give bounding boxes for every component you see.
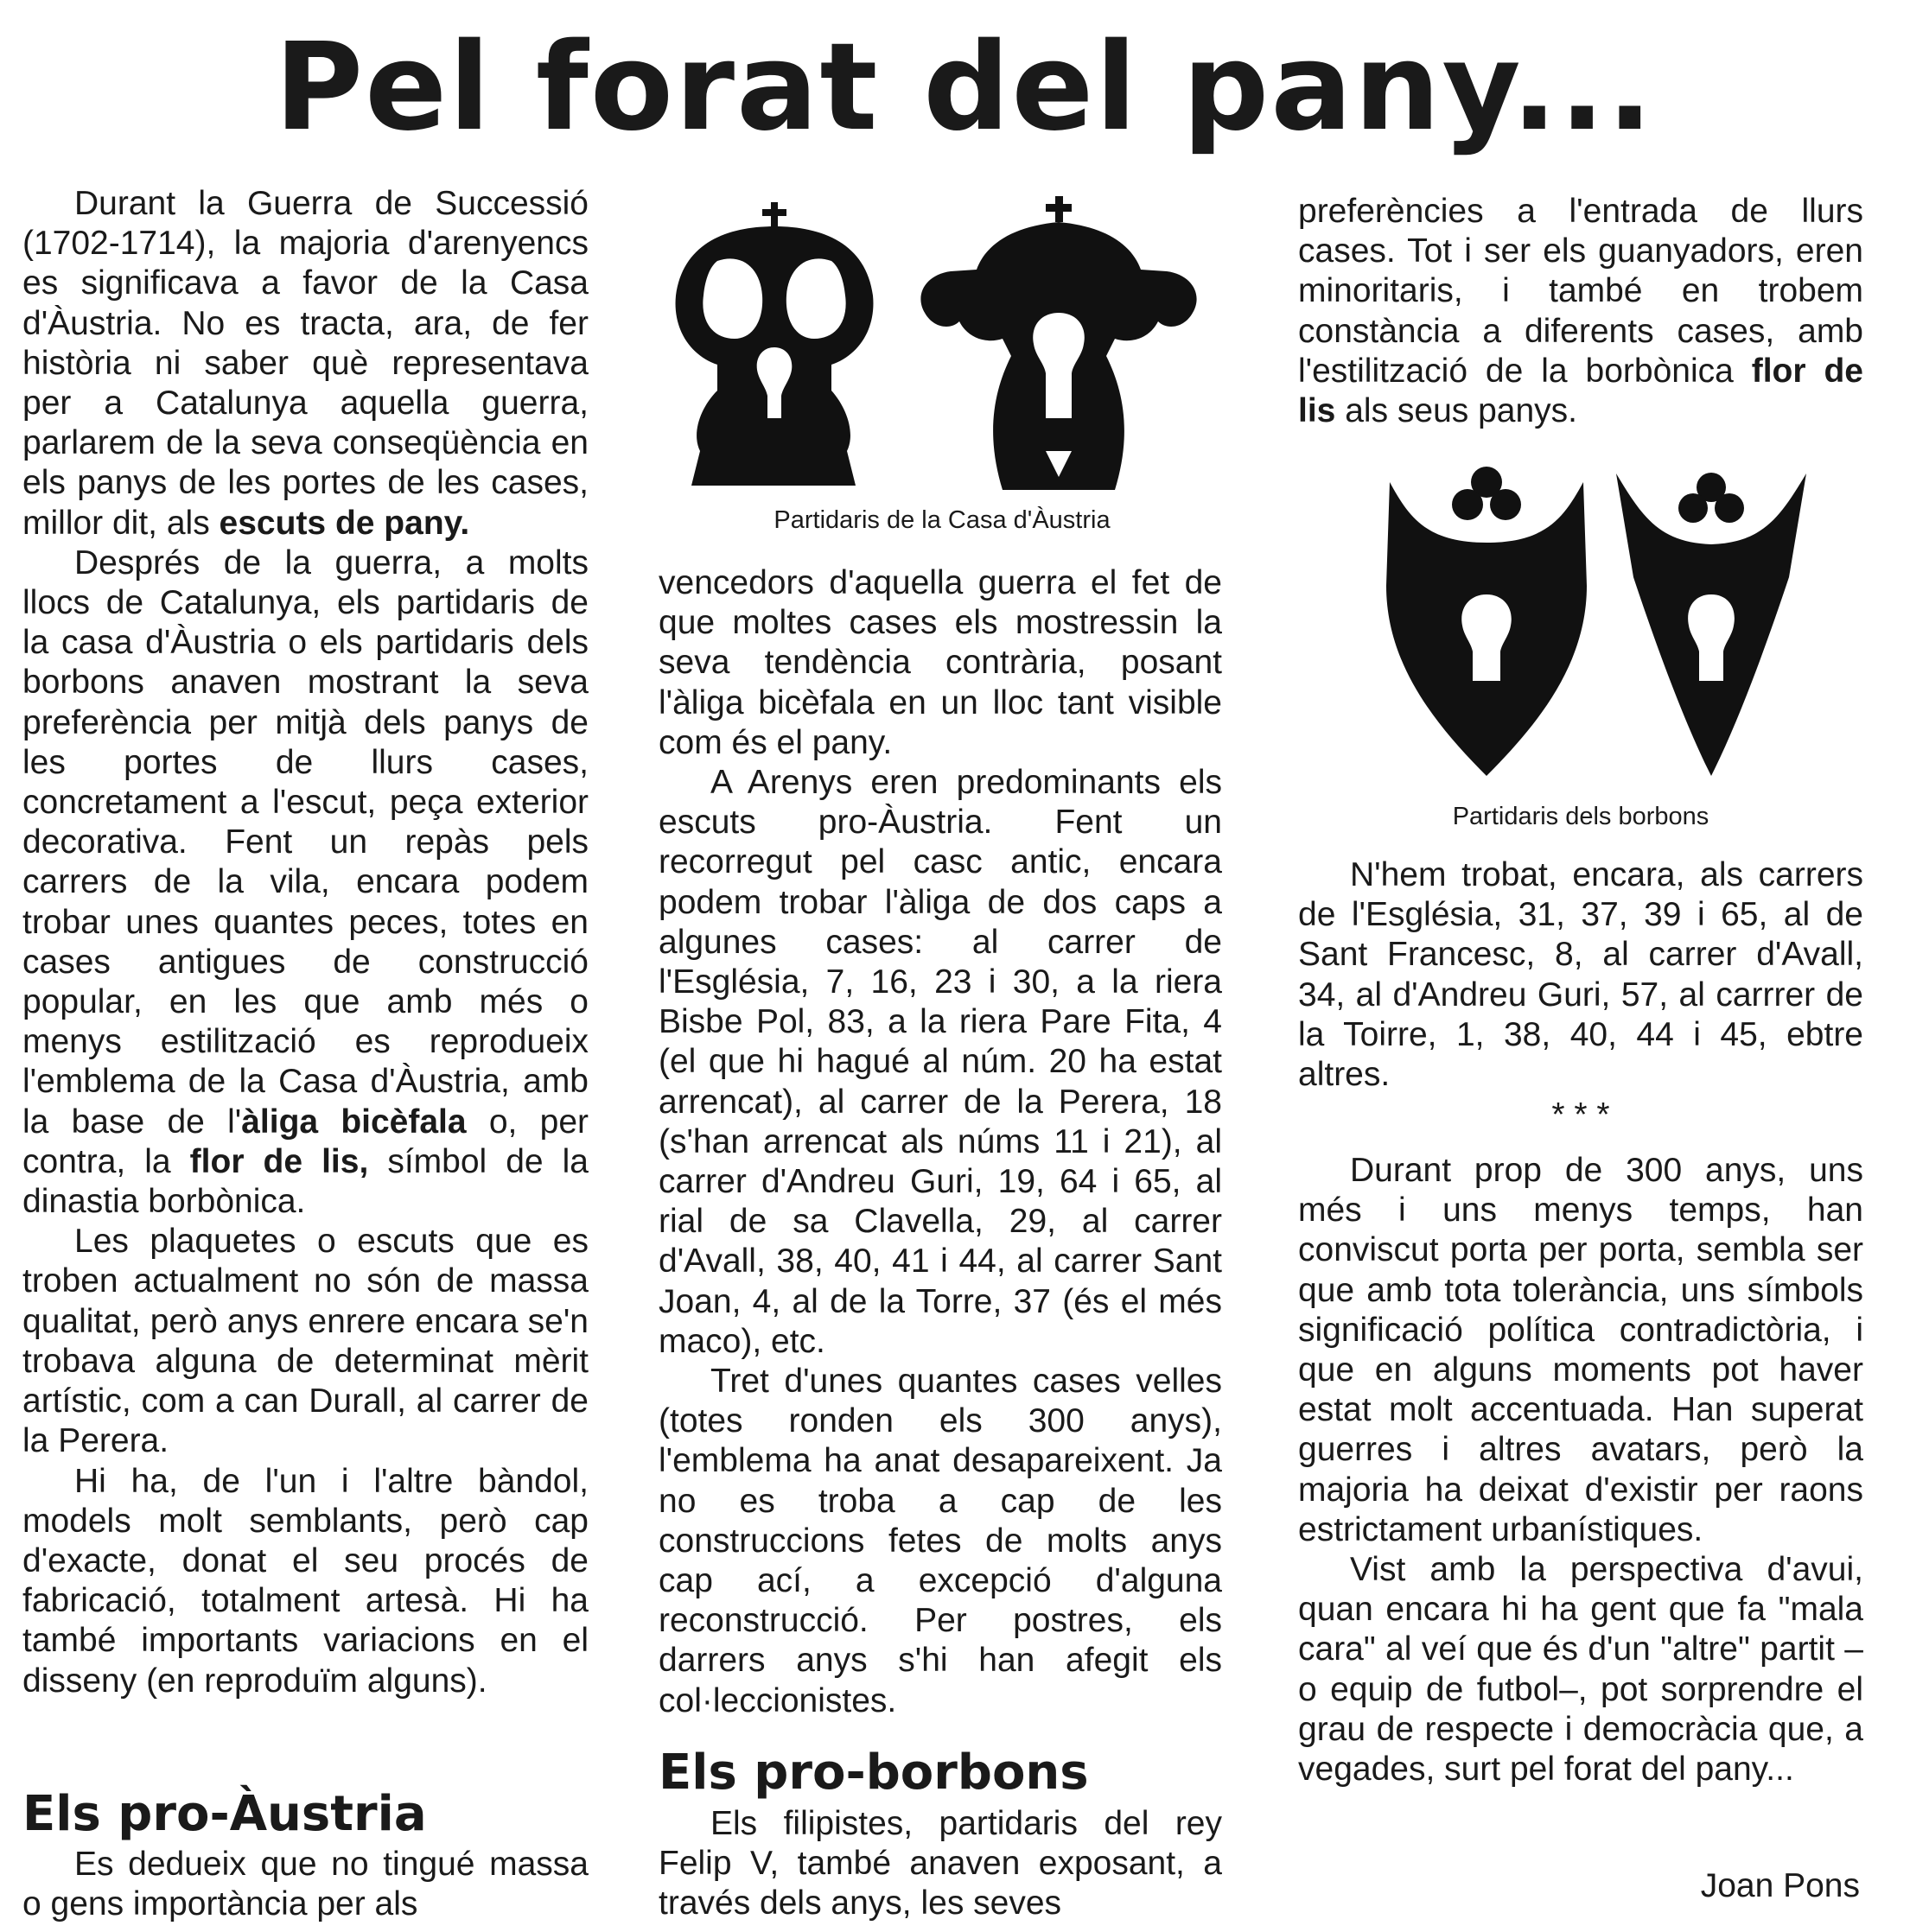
section-separator: * * *: [1551, 1096, 1610, 1134]
section-heading-pro-borbons: Els pro-borbons: [659, 1745, 1089, 1801]
paragraph: Després de la guerra, a molts llocs de Catalunya, els partidaris de la casa d'Àustria o els partidaris dels borbons anaven mostrant la seva preferència per mitjà dels panys de les portes de llurs cases, concretament a l'escut, peça exterior decorativa. Fent un repàs pels carrers de la vila, encara podem trobar unes quantes peces, totes en cases antigues de construcció popular, en les que amb més o menys estilització es reprodueix l'emblema de la Casa d'Àustria, amb la base de l'àliga bicèfala o, per contra, la flor de lis, símbol de la dinastia borbònica.: [22, 543, 589, 1221]
paragraph: Durant prop de 300 anys, uns més i uns menys temps, han conviscut porta per porta, sembla ser que amb tota tolerància, uns símbols significació política contradictòria, i que en alguns moments pot haver estat molt accentuada. Han superat guerres i altres avatars, però la majoria ha deixat d'existir per raons estrictament urbanístiques.: [1298, 1152, 1863, 1548]
paragraph: Les plaquetes o escuts que es troben actualment no són de massa qualitat, però anys enrere encara se'n trobava alguna de determinat mèrit artístic, com a can Durall, al carrer de la Perera.: [22, 1223, 589, 1460]
paragraph: N'hem trobat, encara, als carrers de l'Església, 31, 37, 39 i 65, al de Sant Francesc, 8, al carrer d'Avall, 34, al d'Andreu Guri, 57, al carrrer de la Toirre, 1, 38, 40, 44 i 45, ebtre altres.: [1298, 856, 1863, 1094]
section-heading-pro-austria: Els pro-Àustria: [22, 1786, 427, 1842]
paragraph: Durant la Guerra de Successió (1702-1714), la majoria d'arenyencs es significava a favor de la Casa d'Àustria. No es tracta, ara, de fer història ni saber què representava per a Catalunya aquella guerra, parlarem de la seva conseqüència en els panys de les portes de les cases, millor dit, als escuts de pany.: [22, 185, 589, 542]
column-3-bottom: [1298, 1151, 1863, 1789]
crowned-eagle-keyplate-icon: [920, 196, 1196, 490]
fleur-de-lis-shield-keyplate-icon: [1386, 467, 1587, 776]
double-headed-eagle-keyplate-icon: [676, 202, 874, 486]
paragraph: preferències a l'entrada de llurs cases. Tot i ser els guanyadors, eren minoritaris, i també en trobem constància a diferents cases, amb l'estilització de la borbònica flor de lis als seus panys.: [1298, 193, 1863, 430]
paragraph: Es dedueix que no tingué massa o gens importància per als: [22, 1846, 589, 1923]
figure-caption-austria: Partidaris de la Casa d'Àustria: [774, 506, 1111, 534]
article-title: Pel forat del pany...: [274, 17, 1655, 158]
author-signature: Joan Pons: [1700, 1867, 1860, 1904]
column-3-middle: [1298, 855, 1863, 1095]
figure-caption-borbons: Partidaris dels borbons: [1452, 803, 1709, 830]
paragraph: Hi ha, de l'un i l'altre bàndol, models molt semblants, però cap d'exacte, donat el seu procés de fabricació, totalment artesà. Hi ha també importants variacions en el disseny (en reproduïm alguns).: [22, 1462, 589, 1700]
column-2-tail: [659, 1804, 1222, 1924]
column-1-tail: [22, 1845, 589, 1924]
column-2: [659, 563, 1222, 1721]
paragraph: Tret d'unes quantes cases velles (totes ronden els 300 anys), l'emblema ha anat desapareixent. Ja no es troba a cap de les construccions fetes de molts anys cap ací, a excepció d'alguna reconstrucció. Per postres, els darrers anys s'hi han afegit els col·leccionistes.: [659, 1363, 1222, 1719]
column-3: [1298, 192, 1863, 431]
paragraph: A Arenys eren predominants els escuts pro-Àustria. Fent un recorregut pel casc antic, encara podem trobar l'àliga de dos caps a algunes cases: al carrer de l'Església, 7, 16, 23 i 30, a la riera Bisbe Pol, 83, a la riera Pare Fita, 4 (el que hi hagué al núm. 20 ha estat arrencat), al carrer de la Perera, 18 (s'han arrencat als núms 11 i 21), al carrer d'Andreu Guri, 19, 64 i 65, al rial de sa Clavella, 29, al carrer d'Avall, 38, 40, 41 i 44, al carrer Sant Joan, 4, al de la Torre, 37 (és el més maco), etc.: [659, 764, 1222, 1360]
paragraph: vencedors d'aquella guerra el fet de que moltes cases els mostressin la seva tendència contrària, posant l'àliga bicèfala en un lloc tant visible com és el pany.: [659, 564, 1222, 761]
borbon-escutcheon-figure: [1383, 465, 1832, 793]
paragraph: Vist amb la perspectiva d'avui, quan encara hi ha gent que fa "mala cara" al veí que és d'un "altre" partit –o equip de futbol–, pot sorprendre el grau de respecte i democràcia que, a vegades, surt pel forat del pany...: [1298, 1551, 1863, 1789]
paragraph: Els filipistes, partidaris del rey Felip V, també anaven exposant, a través dels anys, les seves: [659, 1805, 1222, 1922]
austria-escutcheon-figure: [665, 192, 1219, 503]
fleur-de-lis-pointed-keyplate-icon: [1616, 473, 1806, 776]
column-1: [22, 184, 589, 1701]
